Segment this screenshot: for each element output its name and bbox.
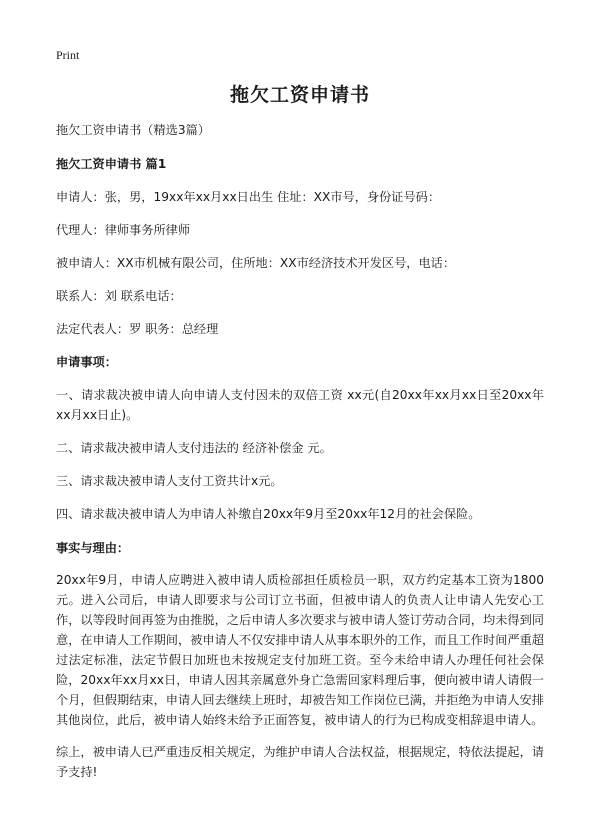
facts-heading: 事实与理由：	[56, 541, 130, 555]
claims-heading: 申请事项：	[56, 355, 117, 369]
page-title: 拖欠工资申请书	[229, 84, 370, 106]
respondent-info: 被申请人：XX市机械有限公司，住所地：XX市经济技术开发区号，电话：	[56, 256, 456, 270]
claim-item-3: 三、请求裁决被申请人支付工资共计x元。	[56, 474, 283, 488]
print-label: Print	[56, 48, 80, 62]
document-subtitle: 拖欠工资申请书（精选3篇）	[56, 123, 211, 137]
claim-item-4: 四、请求裁决被申请人为申请人补缴自20xx年9月至20xx年12月的社会保险。	[56, 507, 481, 521]
agent-info: 代理人：律师事务所律师	[56, 223, 191, 237]
facts-body: 20xx年9月，申请人应聘进入被申请人质检部担任质检员一职，双方约定基本工资为1800元。进入公司后，申请人即要求与公司订立书面，但被申请人的负责人让申请人先安心工作，以等段时间再签为由推脱，之后申请人多次要求与被申请人签订劳动合同，均未得到同意，在申请人工作期间，被申请人不仅安排申请人从事本职外的工作，而且工作时间严重超过法定标准，法定节假日加班也未按规定支付加班工资。至今未给申请人办理任何社会保险，20xx年xx月xx日，申请人因其亲属意外身亡急需回家料理后事，便向被申请人请假一个月，但假期结束，申请人回去继续上班时，却被告知工作岗位已满，并拒绝为申请人安排其他岗位，此后，被申请人始终未给予正面答复，被申请人的行为已构成变相辞退申请人。	[56, 573, 544, 727]
contact-info: 联系人：刘 联系电话：	[56, 289, 182, 303]
legal-rep-info: 法定代表人：罗 职务：总经理	[56, 322, 219, 336]
applicant-info: 申请人：张，男，19xx年xx月xx日出生 住址：XX市号，身份证号码：	[56, 190, 441, 204]
section-heading: 拖欠工资申请书 篇1	[56, 157, 167, 171]
conclusion: 综上，被申请人已严重违反相关规定，为维护申请人合法权益，根据规定，特依法提起，请予支持!	[56, 745, 544, 779]
claim-item-2: 二、请求裁决被申请人支付违法的 经济补偿金 元。	[56, 441, 332, 455]
claim-item-1: 一、请求裁决被申请人向申请人支付因未的双倍工资 xx元(自20xx年xx月xx日至20xx年xx月xx日止)。	[56, 388, 544, 422]
